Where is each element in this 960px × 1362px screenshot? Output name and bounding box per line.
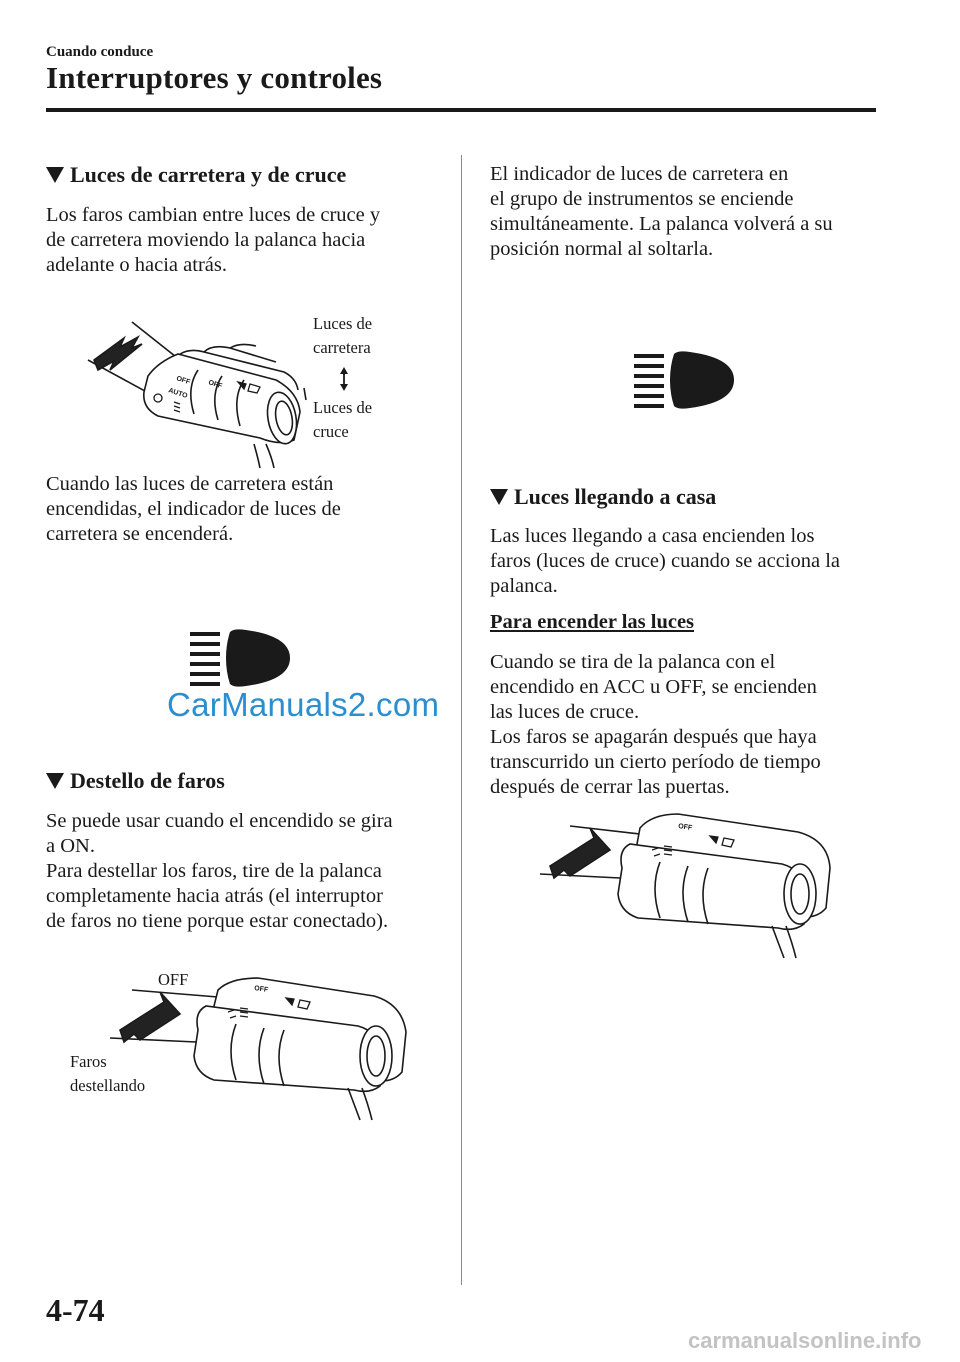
paragraph-intro: El indicador de luces de carretera en el grupo de instrumentos se enciende simultáneamente. La palanca volverá a su posición normal al soltarla. bbox=[490, 163, 833, 260]
paragraph-coming-home: Las luces llegando a casa encienden los faros (luces de cruce) cuando se acciona la palanca. bbox=[490, 525, 841, 597]
label-off: OFF bbox=[158, 970, 189, 989]
paragraph-turn-on: Cuando se tira de la palanca con el encendido en ACC u OFF, se encienden las luces de cruce. Los faros se apagarán después que haya transcurrido un cierto período de tiempo después de cerrar las puertas. bbox=[490, 651, 821, 798]
header-rule bbox=[46, 108, 876, 112]
lever-mark-off: OFF bbox=[253, 985, 269, 994]
page-number: 4-74 bbox=[46, 1292, 105, 1328]
paragraph-flash: Se puede usar cuando el encendido se gira a ON. Para destellar los faros, tire de la palanca completamente hacia atrás (el interruptor de faros no tiene porque estar conectado). bbox=[46, 810, 393, 932]
label-high-beam: Luces de carretera bbox=[313, 314, 373, 357]
lever-mark-auto: AUTO bbox=[167, 387, 189, 400]
section-kicker: Cuando conduce bbox=[46, 44, 154, 60]
section-title: Luces de carretera y de cruce bbox=[70, 162, 347, 187]
watermark: CarManuals2.com bbox=[167, 686, 440, 723]
section-heading-flash bbox=[46, 768, 225, 794]
triangle-bullet-icon bbox=[46, 773, 64, 789]
section-title: Destello de faros bbox=[70, 768, 225, 793]
subheading-turn-on: Para encender las luces bbox=[490, 611, 695, 633]
paragraph-high-low: Los faros cambian entre luces de cruce y de carretera moviendo la palanca hacia adelante o hacia atrás. bbox=[46, 204, 381, 276]
lever-mark-off-2: OFF bbox=[207, 379, 223, 391]
label-low-beam: Luces de cruce bbox=[313, 398, 373, 441]
label-flashing: Faros destellando bbox=[70, 1052, 146, 1095]
high-beam-indicator-icon bbox=[634, 350, 734, 410]
chapter-title: Interruptores y controles bbox=[46, 60, 383, 95]
section-heading-coming-home bbox=[490, 484, 716, 510]
headlight-lever-icon bbox=[80, 318, 310, 468]
section-heading-high-low bbox=[46, 162, 346, 188]
footer-watermark: carmanualsonline.info bbox=[688, 1328, 922, 1353]
headlight-lever-icon bbox=[110, 972, 410, 1122]
section-title: Luces llegando a casa bbox=[514, 484, 717, 509]
paragraph-indicator: Cuando las luces de carretera están encendidas, el indicador de luces de carretera se encenderá. bbox=[46, 473, 341, 545]
triangle-bullet-icon bbox=[490, 489, 508, 505]
lever-mark-off: OFF bbox=[677, 823, 693, 832]
high-beam-indicator-icon bbox=[190, 628, 290, 688]
triangle-bullet-icon bbox=[46, 167, 64, 183]
column-divider bbox=[461, 155, 462, 1285]
headlight-lever-icon bbox=[540, 808, 840, 958]
lever-mark-off-1: OFF bbox=[175, 375, 191, 387]
